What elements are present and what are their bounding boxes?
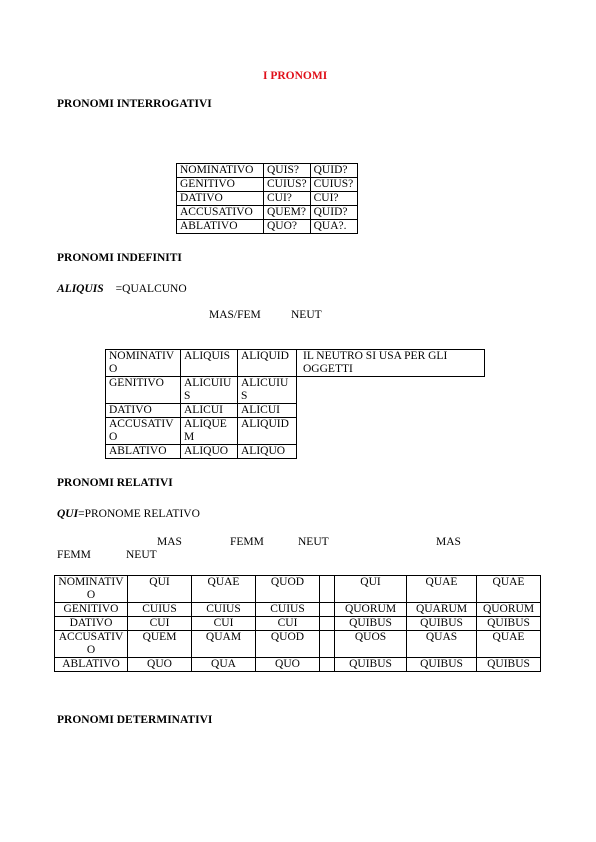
table-cell: CUIUS bbox=[192, 603, 256, 617]
qui-header-mas-plural: MAS bbox=[436, 536, 461, 548]
table-cell: QUAS bbox=[407, 631, 477, 658]
table-cell: QUOD bbox=[256, 576, 320, 603]
table-row bbox=[106, 445, 485, 459]
table-row bbox=[106, 404, 485, 418]
table-cell: QUA?. bbox=[310, 220, 357, 234]
table-row bbox=[106, 350, 485, 377]
qui-header-femm: FEMM bbox=[230, 536, 264, 548]
table-cell bbox=[320, 617, 335, 631]
table-cell: QUIBUS bbox=[407, 658, 477, 672]
aliquis-col-masfem: MAS/FEM bbox=[209, 309, 261, 321]
table-cell: ACCUSATIVO bbox=[106, 418, 181, 445]
qui-header-neut: NEUT bbox=[298, 536, 329, 548]
table-row bbox=[55, 617, 541, 631]
table-cell: QUO bbox=[128, 658, 192, 672]
table-cell: QUID? bbox=[310, 164, 357, 178]
table-row bbox=[55, 631, 541, 658]
table-cell: QUID? bbox=[310, 206, 357, 220]
table-row bbox=[177, 178, 358, 192]
table-cell: GENITIVO bbox=[106, 377, 181, 404]
table-cell: QUORUM bbox=[477, 603, 541, 617]
table-cell: DATIVO bbox=[55, 617, 128, 631]
table-cell: CUI? bbox=[264, 192, 311, 206]
table-cell: ALIQUID bbox=[238, 418, 297, 445]
table-cell: QUARUM bbox=[407, 603, 477, 617]
aliquis-line bbox=[57, 283, 187, 295]
table-cell: ALIQUEM bbox=[181, 418, 238, 445]
table-cell: ABLATIVO bbox=[177, 220, 264, 234]
table-cell: QUAE bbox=[477, 631, 541, 658]
table-cell: CUIUS bbox=[128, 603, 192, 617]
qui-line bbox=[57, 508, 200, 520]
table-cell: CUIUS bbox=[256, 603, 320, 617]
table-cell: QUOS bbox=[335, 631, 407, 658]
table-cell: QUEM? bbox=[264, 206, 311, 220]
heading-interrogativi: PRONOMI INTERROGATIVI bbox=[57, 98, 212, 110]
heading-indefiniti: PRONOMI INDEFINITI bbox=[57, 252, 182, 264]
table-cell bbox=[320, 631, 335, 658]
table-cell: ALICUIUS bbox=[181, 377, 238, 404]
empty-cell bbox=[297, 418, 485, 445]
qui-header-neut-plural: NEUT bbox=[126, 549, 157, 561]
table-row bbox=[177, 192, 358, 206]
aliquis-col-neut: NEUT bbox=[291, 309, 322, 321]
table-row bbox=[55, 658, 541, 672]
table-cell: CUIUS? bbox=[310, 178, 357, 192]
aliquis-table bbox=[105, 349, 485, 459]
table-cell: ABLATIVO bbox=[55, 658, 128, 672]
table-cell: QUIBUS bbox=[477, 658, 541, 672]
aliquis-note: IL NEUTRO SI USA PER GLI OGGETTI bbox=[297, 350, 485, 377]
table-cell: NOMINATIVO bbox=[106, 350, 181, 377]
table-row bbox=[177, 206, 358, 220]
empty-cell bbox=[297, 445, 485, 459]
table-cell: QUOD bbox=[256, 631, 320, 658]
table-cell: QUA bbox=[192, 658, 256, 672]
table-cell: QUAE bbox=[477, 576, 541, 603]
qui-header-mas: MAS bbox=[157, 536, 182, 548]
table-cell: CUIUS? bbox=[264, 178, 311, 192]
qui-table bbox=[54, 575, 541, 672]
heading-determinativi: PRONOMI DETERMINATIVI bbox=[57, 714, 213, 726]
table-cell: ALICUI bbox=[238, 404, 297, 418]
table-cell: DATIVO bbox=[177, 192, 264, 206]
qui-meaning: =PRONOME RELATIVO bbox=[78, 508, 200, 520]
table-cell: QUIBUS bbox=[335, 658, 407, 672]
table-row bbox=[55, 603, 541, 617]
table-row bbox=[177, 220, 358, 234]
table-row bbox=[177, 164, 358, 178]
table-row bbox=[106, 418, 485, 445]
table-cell: QUO bbox=[256, 658, 320, 672]
page-title: I PRONOMI bbox=[263, 70, 328, 82]
table-cell: QUEM bbox=[128, 631, 192, 658]
table-cell: NOMINATIVO bbox=[177, 164, 264, 178]
interrogativi-table bbox=[176, 163, 358, 234]
table-cell: QUAE bbox=[192, 576, 256, 603]
table-cell: QUIBUS bbox=[407, 617, 477, 631]
table-cell: QUAE bbox=[407, 576, 477, 603]
table-cell: QUIBUS bbox=[335, 617, 407, 631]
table-row bbox=[106, 377, 485, 404]
table-cell: QUI bbox=[335, 576, 407, 603]
table-cell bbox=[320, 576, 335, 603]
table-cell: ALICUI bbox=[181, 404, 238, 418]
table-cell: DATIVO bbox=[106, 404, 181, 418]
table-cell: ABLATIVO bbox=[106, 445, 181, 459]
table-cell: QUIS? bbox=[264, 164, 311, 178]
qui-word: QUI bbox=[57, 508, 79, 520]
table-cell: ALIQUIS bbox=[181, 350, 238, 377]
table-row bbox=[55, 576, 541, 603]
table-cell: QUAM bbox=[192, 631, 256, 658]
table-cell: QUI bbox=[128, 576, 192, 603]
table-cell: ALIQUO bbox=[181, 445, 238, 459]
table-cell: ALIQUID bbox=[238, 350, 297, 377]
heading-relativi: PRONOMI RELATIVI bbox=[57, 477, 173, 489]
table-cell: QUIBUS bbox=[477, 617, 541, 631]
table-cell: GENITIVO bbox=[177, 178, 264, 192]
table-cell: CUI? bbox=[310, 192, 357, 206]
qui-header-femm-plural: FEMM bbox=[57, 549, 91, 561]
table-cell: ALICUIUS bbox=[238, 377, 297, 404]
empty-cell bbox=[297, 404, 485, 418]
table-cell: CUI bbox=[128, 617, 192, 631]
table-cell bbox=[320, 603, 335, 617]
table-cell: CUI bbox=[256, 617, 320, 631]
aliquis-meaning: =QUALCUNO bbox=[115, 283, 187, 295]
table-cell: CUI bbox=[192, 617, 256, 631]
table-cell: ACCUSATIVO bbox=[55, 631, 128, 658]
table-cell: ALIQUO bbox=[238, 445, 297, 459]
table-cell: QUORUM bbox=[335, 603, 407, 617]
table-cell: GENITIVO bbox=[55, 603, 128, 617]
table-cell: NOMINATIVO bbox=[55, 576, 128, 603]
aliquis-word: ALIQUIS bbox=[57, 283, 104, 295]
table-cell bbox=[320, 658, 335, 672]
table-cell: QUO? bbox=[264, 220, 311, 234]
table-cell: ACCUSATIVO bbox=[177, 206, 264, 220]
empty-cell bbox=[297, 377, 485, 404]
